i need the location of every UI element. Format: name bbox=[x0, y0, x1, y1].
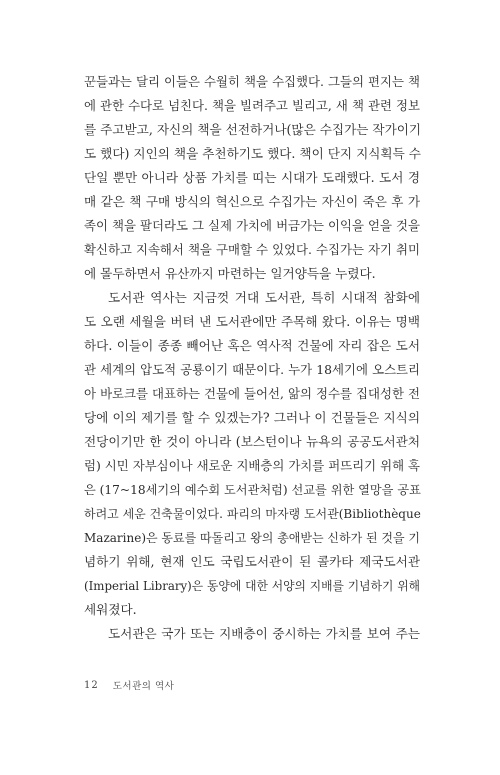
text-line: 은 (17~18세기의 예수회 도서관처럼) 선교를 위한 열망을 공표 bbox=[84, 483, 421, 497]
body-text bbox=[84, 70, 420, 646]
text-line: 에 관한 수다로 넘친다. 책을 빌려주고 빌리고, 새 책 관련 정보 bbox=[84, 98, 420, 113]
running-title: 도서관의 역사 bbox=[112, 681, 175, 692]
text-line: 전당이기만 한 것이 아니라 (보스턴이나 뉴욕의 공공도서관처 bbox=[84, 434, 420, 449]
paragraph-2 bbox=[84, 286, 420, 622]
text-line: 꾼들과는 달리 이들은 수월히 책을 수집했다. 그들의 편지는 책 bbox=[84, 74, 420, 89]
text-line: 아 바로크를 대표하는 건물에 들어선, 앎의 정수를 집대성한 전 bbox=[84, 386, 420, 401]
text-line: 념하기 위해, 현재 인도 국립도서관이 된 콜카타 제국도서관 bbox=[84, 554, 420, 569]
text-line: 확신하고 지속해서 책을 구매할 수 있었다. 수집가는 자기 취미 bbox=[84, 242, 420, 257]
paragraph-3 bbox=[84, 622, 420, 646]
text-line: 족이 책을 팔더라도 그 실제 가치에 버금가는 이익을 얻을 것을 bbox=[84, 218, 420, 233]
text-line: 하다. 이들이 종종 빼어난 혹은 역사적 건물에 자리 잡은 도서 bbox=[84, 338, 420, 353]
text-line: 당에 이의 제기를 할 수 있겠는가? 그러나 이 건물들은 지식의 bbox=[84, 410, 420, 425]
text-line: 럼) 시민 자부심이나 새로운 지배층의 가치를 퍼뜨리기 위해 혹 bbox=[84, 458, 420, 473]
text-line: 도 오랜 세월을 버텨 낸 도서관에만 주목해 왔다. 이유는 명백 bbox=[84, 314, 420, 329]
text-line: 도 했다) 지인의 책을 추천하기도 했다. 책이 단지 지식획득 수 bbox=[84, 146, 421, 161]
text-line: 하려고 세운 건축물이었다. 파리의 마자랭 도서관(Bibliothèque bbox=[84, 507, 421, 521]
text-line: 매 같은 책 구매 방식의 혁신으로 수집가는 자신이 죽은 후 가 bbox=[84, 194, 420, 209]
text-line: 세워졌다. bbox=[84, 602, 137, 617]
text-line: 도서관 역사는 지금껏 거대 도서관, 특히 시대적 참화에 bbox=[108, 290, 420, 305]
text-line: (Imperial Library)은 동양에 대한 서양의 지배를 기념하기 위해 bbox=[84, 579, 420, 593]
text-line: 를 주고받고, 자신의 책을 선전하거나(많은 수집가는 작가이기 bbox=[84, 122, 422, 137]
text-line: 도서관은 국가 또는 지배층이 중시하는 가치를 보여 주는 bbox=[108, 626, 420, 641]
text-line: 에 몰두하면서 유산까지 마련하는 일거양득을 누렸다. bbox=[84, 266, 376, 281]
page-footer bbox=[84, 678, 174, 692]
text-line: 단일 뿐만 아니라 상품 가치를 띠는 시대가 도래했다. 도서 경 bbox=[84, 170, 420, 185]
paragraph-1 bbox=[84, 70, 420, 286]
text-line: Mazarine)은 동료를 따돌리고 왕의 총애받는 신하가 된 것을 기 bbox=[84, 531, 420, 545]
page-number: 12 bbox=[84, 679, 99, 691]
text-line: 관 세계의 압도적 공룡이기 때문이다. 누가 18세기에 오스트리 bbox=[84, 362, 420, 377]
